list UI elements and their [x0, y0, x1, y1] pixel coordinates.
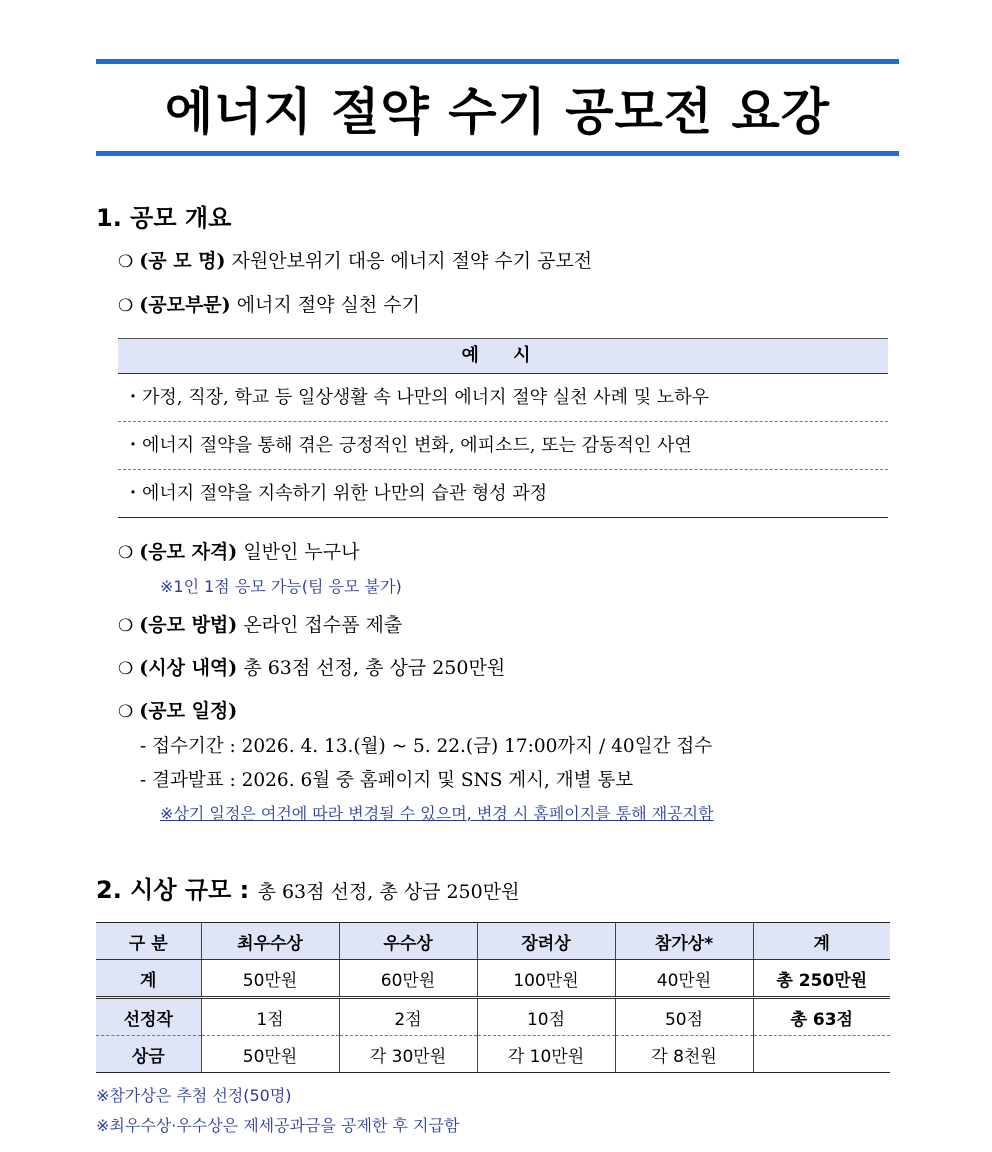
prize-table [96, 922, 890, 1073]
item-label: (응모 자격) [139, 541, 238, 563]
table-row-money [96, 1036, 890, 1073]
item-contest-category [118, 290, 420, 317]
row-label: 계 [96, 960, 201, 998]
table-cell: 40만원 [615, 960, 753, 998]
section-2-title: 2. 시상 규모 : [96, 876, 250, 904]
row-label: 선정작 [96, 998, 201, 1036]
item-text: 온라인 접수폼 제출 [243, 614, 403, 636]
item-awards [118, 653, 505, 680]
example-row: ・가정, 직장, 학교 등 일상생활 속 나만의 에너지 절약 실천 사례 및 노하우 [118, 374, 888, 422]
schedule-line-submission: - 접수기간 : 2026. 4. 13.(월) ~ 5. 22.(금) 17:00까지 / 40일간 접수 [140, 736, 713, 757]
header-category: 구 분 [96, 923, 201, 960]
header-grand-prize: 최우수상 [201, 923, 339, 960]
row-label: 상금 [96, 1036, 201, 1073]
header-participation: 참가상* [615, 923, 753, 960]
circle-bullet-icon: ❍ [118, 543, 134, 563]
table-row-total [96, 960, 890, 998]
schedule-note: ※상기 일정은 여건에 따라 변경될 수 있으며, 변경 시 홈페이지를 통해 재공지함 [160, 804, 714, 823]
header-encouragement: 장려상 [477, 923, 615, 960]
table-cell: 50만원 [201, 1036, 339, 1073]
section-2-heading [96, 870, 519, 905]
section-2-summary: 총 63점 선정, 총 상금 250만원 [257, 881, 520, 903]
table-cell: 50점 [615, 998, 753, 1036]
table-cell: 100만원 [477, 960, 615, 998]
header-total: 계 [753, 923, 890, 960]
footnote-tax: ※최우수상·우수상은 제세공과금을 공제한 후 지급함 [96, 1116, 460, 1135]
item-method [118, 610, 402, 637]
section-1-heading: 1. 공모 개요 [96, 204, 232, 232]
circle-bullet-icon: ❍ [118, 616, 134, 636]
title-bottom-rule [96, 151, 899, 156]
examples-header: 예 시 [118, 338, 888, 374]
table-cell: 각 8천원 [615, 1036, 753, 1073]
table-cell: 2점 [339, 998, 477, 1036]
table-row-count [96, 998, 890, 1036]
item-schedule [118, 696, 237, 723]
table-cell: 각 10만원 [477, 1036, 615, 1073]
circle-bullet-icon: ❍ [118, 296, 134, 316]
table-cell: 60만원 [339, 960, 477, 998]
item-label: (공 모 명) [139, 250, 226, 272]
table-cell: 1점 [201, 998, 339, 1036]
schedule-line-announcement: - 결과발표 : 2026. 6월 중 홈페이지 및 SNS 게시, 개별 통보 [140, 770, 634, 791]
item-contest-name [118, 246, 592, 273]
table-cell-sum: 총 63점 [753, 998, 890, 1036]
example-row: ・에너지 절약을 지속하기 위한 나만의 습관 형성 과정 [118, 470, 888, 518]
item-text: 에너지 절약 실천 수기 [236, 294, 421, 316]
footnote-participation: ※참가상은 추첨 선정(50명) [96, 1086, 292, 1105]
example-row: ・에너지 절약을 통해 겪은 긍정적인 변화, 에피소드, 또는 감동적인 사연 [118, 422, 888, 470]
table-cell: 각 30만원 [339, 1036, 477, 1073]
item-label: (공모 일정) [139, 700, 238, 722]
circle-bullet-icon: ❍ [118, 659, 134, 679]
item-label: (응모 방법) [139, 614, 238, 636]
table-cell-sum: 총 250만원 [753, 960, 890, 998]
page-title: 에너지 절약 수기 공모전 요강 [164, 83, 831, 141]
eligibility-note: ※1인 1점 응모 가능(팀 응모 불가) [160, 577, 402, 596]
examples-box [118, 338, 888, 518]
table-cell-empty [753, 1036, 890, 1073]
table-cell: 50만원 [201, 960, 339, 998]
table-cell: 10점 [477, 998, 615, 1036]
item-text: 자원안보위기 대응 에너지 절약 수기 공모전 [231, 250, 593, 272]
item-label: (시상 내역) [139, 657, 238, 679]
title-top-rule [96, 59, 899, 64]
item-label: (공모부문) [139, 294, 231, 316]
circle-bullet-icon: ❍ [118, 252, 134, 272]
circle-bullet-icon: ❍ [118, 702, 134, 722]
item-text: 총 63점 선정, 총 상금 250만원 [243, 657, 506, 679]
item-eligibility [118, 537, 359, 564]
item-text: 일반인 누구나 [243, 541, 360, 563]
header-excellence: 우수상 [339, 923, 477, 960]
